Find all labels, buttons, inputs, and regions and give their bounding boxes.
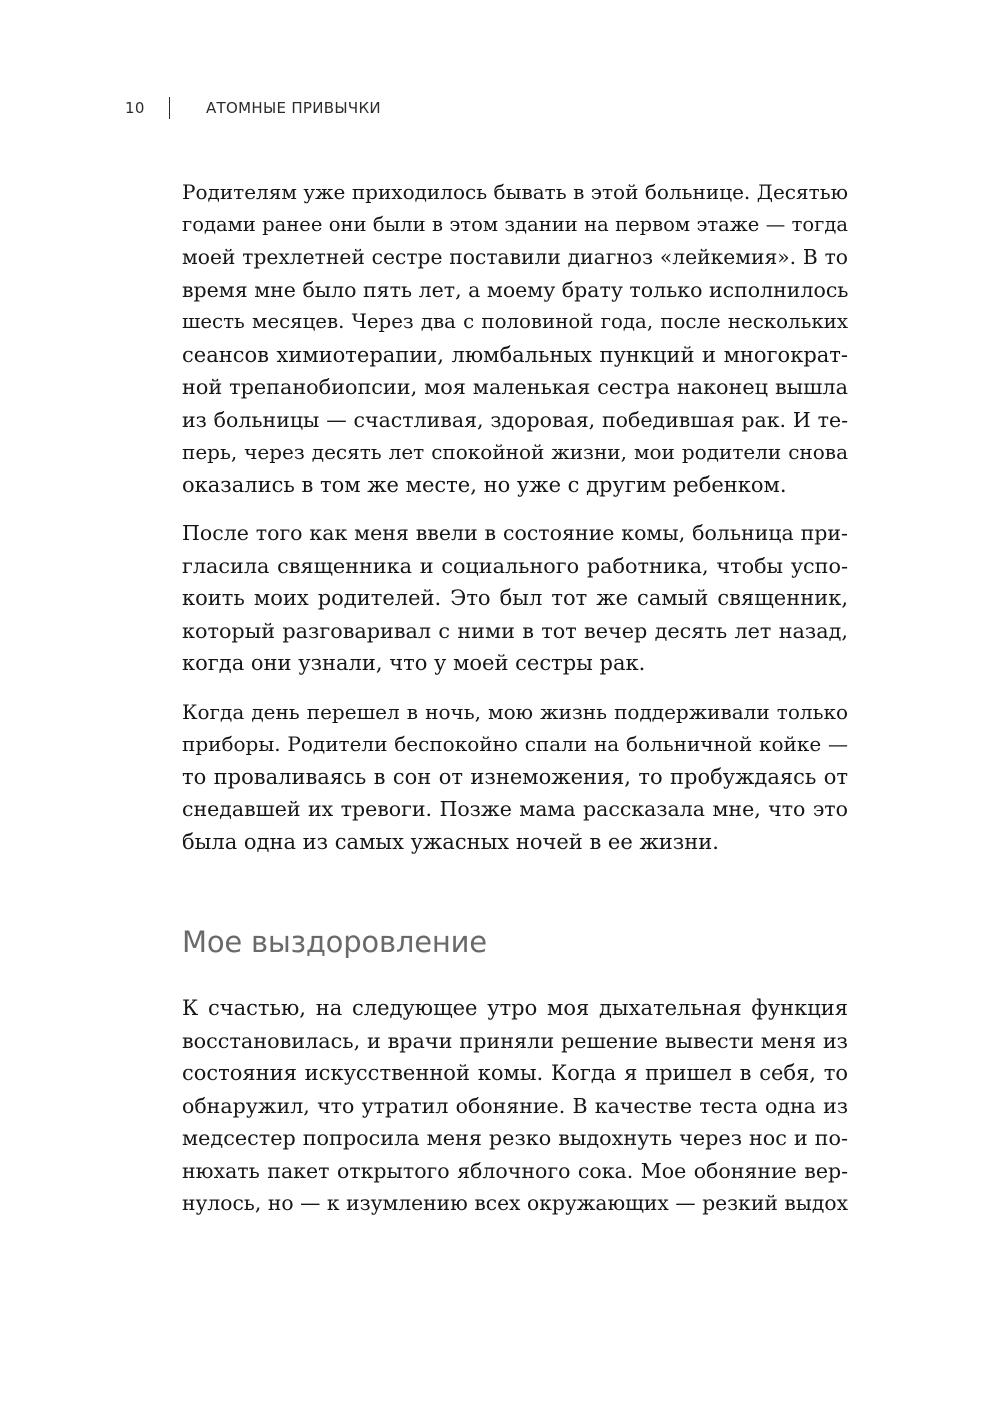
text-line: была одна из самых ужасных ночей в ее жизни. bbox=[182, 829, 719, 854]
text-line: Когда день перешел в ночь, мою жизнь поддерживали только bbox=[182, 699, 848, 724]
text-line: нюхать пакет открытого яблочного сока. Мое обоняние вер- bbox=[182, 1158, 848, 1183]
text-line: когда они узнали, что у моей сестры рак. bbox=[182, 651, 646, 675]
text-line: состояния искусственной комы. Когда я пришел в себя, то bbox=[182, 1061, 848, 1085]
paragraph bbox=[182, 992, 848, 1220]
text-line: моей трехлетней сестре поставили диагноз «лейкемия». В то bbox=[182, 245, 848, 269]
text-line: ной трепанобиопсии, моя маленькая сестра наконец вышла bbox=[182, 375, 848, 399]
book-title: АТОМНЫЕ ПРИВЫЧКИ bbox=[206, 99, 381, 117]
paragraph bbox=[182, 696, 848, 859]
paragraph bbox=[182, 517, 848, 680]
text-line: который разговаривал с ними в тот вечер десять лет назад, bbox=[182, 618, 848, 643]
section-title: Мое выздоровление bbox=[182, 925, 487, 959]
page-body bbox=[182, 176, 848, 1236]
text-line: нулось, но — к изумлению всех окружающих — резкий выдох bbox=[182, 1191, 848, 1215]
text-line: гласила священника и социального работника, чтобы успо- bbox=[182, 553, 848, 578]
text-line: оказались в том же месте, но уже с другим ребенком. bbox=[182, 472, 787, 497]
text-line: из больницы — счастливая, здоровая, победившая рак. И те- bbox=[182, 407, 848, 432]
text-line: снедавшей их тревоги. Позже мама рассказала мне, что это bbox=[182, 797, 848, 821]
text-line: перь, через десять лет спокойной жизни, мои родители снова bbox=[182, 440, 848, 464]
text-line: годами ранее они были в этом здании на первом этаже — тогда bbox=[182, 212, 848, 236]
text-line: коить моих родителей. Это был тот же самый священник, bbox=[182, 586, 848, 610]
text-line: восстановилась, и врачи приняли решение вывести меня из bbox=[182, 1028, 848, 1053]
text-line: шесть месяцев. Через два с половиной года, после нескольких bbox=[182, 310, 848, 333]
page-number: 10 bbox=[125, 99, 145, 117]
running-header bbox=[125, 96, 381, 120]
text-line: К счастью, на следующее утро моя дыхательная функция bbox=[182, 996, 848, 1020]
body-text-bottom bbox=[182, 992, 848, 1220]
paragraph bbox=[182, 176, 848, 501]
text-line: Родителям уже приходилось бывать в этой больнице. Десятью bbox=[182, 180, 848, 204]
text-line: то проваливаясь в сон от изнеможения, то пробуждаясь от bbox=[182, 764, 848, 789]
text-line: медсестер попросила меня резко выдохнуть через нос и по- bbox=[182, 1126, 848, 1150]
header-divider bbox=[169, 97, 170, 119]
text-line: обнаружил, что утратил обоняние. В качестве теста одна из bbox=[182, 1093, 848, 1118]
text-line: сеансов химиотерапии, люмбальных пункций и многократ- bbox=[182, 342, 848, 367]
text-line: приборы. Родители беспокойно спали на больничной койке — bbox=[182, 732, 848, 756]
body-text-top bbox=[182, 176, 848, 858]
text-line: время мне было пять лет, а моему брату только исполнилось bbox=[182, 277, 849, 302]
text-line: После того как меня ввели в состояние комы, больница при- bbox=[182, 521, 848, 545]
